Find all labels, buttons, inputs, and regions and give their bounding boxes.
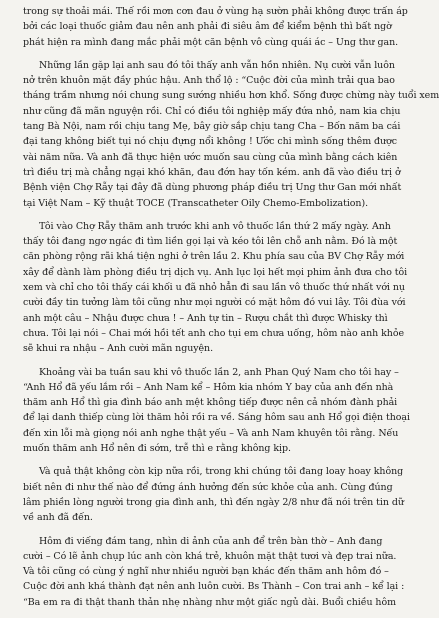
text-line: cười – Có lẽ ảnh chụp lúc anh còn khá trẻ, khuôn mặt thật tươi và đẹp trai nữa. xyxy=(23,550,397,562)
text-line: muốn thăm anh Hổ nên đi sớm, trễ thì e rằng không kịp. xyxy=(23,443,291,455)
text-line: sẽ khui ra nhậu – Anh cười mãn nguyện. xyxy=(23,343,214,355)
text-line: đại tang không biết tụi nó chịu đựng nổi không ! Ước chi mình sống thêm được xyxy=(23,136,397,148)
paragraph-6 xyxy=(23,534,405,610)
text-line: tang Bà Nội, nam rồi chịu tang Mẹ, bây giờ sắp chịu tang Cha – Bốn năm ba cái xyxy=(23,121,401,133)
text-line: lâm phiền lòng người trong gia đình anh, thì đến ngày 2/8 như đã nói trên tin dữ xyxy=(23,496,404,508)
paragraph-3 xyxy=(23,219,408,357)
text-line: bởi các loại thuốc giảm đau nên anh phải đi siêu âm để kiểm bệnh thì bất ngờ xyxy=(23,21,392,33)
paragraph-1 xyxy=(23,4,408,50)
text-line: biết nên đi như thế nào để đứng ánh hưởng đến sức khỏe của anh. Cùng đúng xyxy=(23,481,393,493)
text-line: Cuộc đời anh khá thành đạt nên anh luôn cười. Bs Thành – Con trai anh – kể lại : xyxy=(23,581,405,593)
text-line: Những lần gặp lại anh sau đó tôi thấy anh vẫn hồn nhiên. Nụ cười vẫn luôn xyxy=(39,59,395,71)
text-line: “Anh Hổ đã yếu lắm rồi – Anh Nam kể – Hôm kia nhóm Y bay của anh đến nhà xyxy=(23,381,394,393)
paragraph-4 xyxy=(23,365,410,457)
text-line: chưa. Tôi lại nói – Chai mới hồi tết anh cho tụi em chưa uống, hôm nào anh khỏe xyxy=(23,327,404,339)
text-line: Hôm đi viếng đám tang, nhìn di ảnh của anh để trên bàn thờ – Anh đang xyxy=(39,535,383,547)
text-line: tháng trầm nhưng nói chung sung sướng nhiều hơn khổ. Sống được chừng này tuổi xem xyxy=(23,90,439,102)
text-line: Khoảng vài ba tuần sau khi vô thuốc lần 2, anh Phan Quý Nam cho tôi hay – xyxy=(39,366,399,378)
text-line: xem và chỉ cho tôi thấy cái khối u đã nhỏ hẳn đi sau lần vô thuốc thứ nhất với nụ xyxy=(23,282,405,294)
text-line: Và tôi cũng có cùng ý nghĩ như nhiều người bạn khác đến thăm anh hôm đó – xyxy=(23,566,389,578)
page-body xyxy=(23,4,439,618)
text-line: tại Việt Nam – Kỹ thuật TOCE (Transcatheter Oily Chemo-Embolization). xyxy=(23,197,369,209)
text-line: phát hiện ra mình đang mắc phải một căn bệnh vô cùng quái ác – Ung thư gan. xyxy=(23,36,399,48)
text-line: Bệnh viện Chợ Rẫy tại đây đã dùng phương pháp điều trị Ung thư Gan mới nhất xyxy=(23,182,402,194)
text-line: căn phòng rộng rãi khá tiện nghi ở trên lầu 2. Khu phía sau của BV Chợ Rẫy mới xyxy=(23,251,405,263)
text-line: trì điều trị mà chẳng ngại khó khăn, đau đớn hay tốn kém. anh đã vào điều trị ở xyxy=(23,166,401,178)
text-line: Tôi vào Chợ Rẫy thăm anh trước khi anh vô thuốc lần thứ 2 mấy ngày. Anh xyxy=(39,220,391,232)
text-line: về anh đã đến. xyxy=(23,512,93,524)
text-line: nở trên khuôn mặt đầy phúc hậu. Anh thổ lộ : “Cuộc đời của mình trải qua bao xyxy=(23,75,395,87)
text-line: để lại danh thiếp cùng lời thăm hỏi rồi ra về. Sáng hôm sau anh Hổ gọi điện thoại xyxy=(23,412,410,424)
text-line: thấy tôi đang ngơ ngác đi tìm liền gọi lại và kéo tôi lên chỗ anh nằm. Đó là một xyxy=(23,236,398,248)
paragraph-2 xyxy=(23,58,439,211)
text-line: Và quả thật không còn kịp nữa rồi, trong khi chúng tôi đang loay hoay không xyxy=(39,466,404,478)
text-line: “Ba em ra đi thật thanh thản nhẹ nhàng như một giấc ngủ dài. Buổi chiều hôm xyxy=(23,596,396,608)
text-line: như cũng đã mãn nguyện rồi. Chỉ có điều tôi nghiệp mấy đứa nhỏ, nam kia chịu xyxy=(23,105,401,117)
text-line: anh một câu – Nhậu được chưa ! – Anh tự tin – Rượu chắt thì được Whisky thì xyxy=(23,312,388,324)
paragraph-5 xyxy=(23,464,404,525)
text-line: đến xin lỗi mà giọng nói anh nghe thật yếu – Và anh Nam khuyên tôi rằng. Nếu xyxy=(23,427,399,439)
text-line: cười đầy tin tưởng làm tôi cũng như mọi người có mặt hôm đó vui lây. Tôi đùa với xyxy=(23,297,406,309)
text-line: thăm anh Hổ thì gia đình báo anh mệt không tiếp được nên cả nhóm đành phải xyxy=(23,397,398,409)
text-line: vài năm nữa. Và anh đã thực hiện ước muốn sau cùng của mình bằng cách kiên xyxy=(23,151,398,163)
text-line: trong sự thoải mái. Thế rồi mơn cơn đau ở vùng hạ sườn phải không được trấn áp xyxy=(23,6,408,17)
text-line: xây để dành làm phòng điều trị dịch vụ. Anh lục lọi hết mọi phim ảnh đưa cho tôi xyxy=(23,266,408,278)
